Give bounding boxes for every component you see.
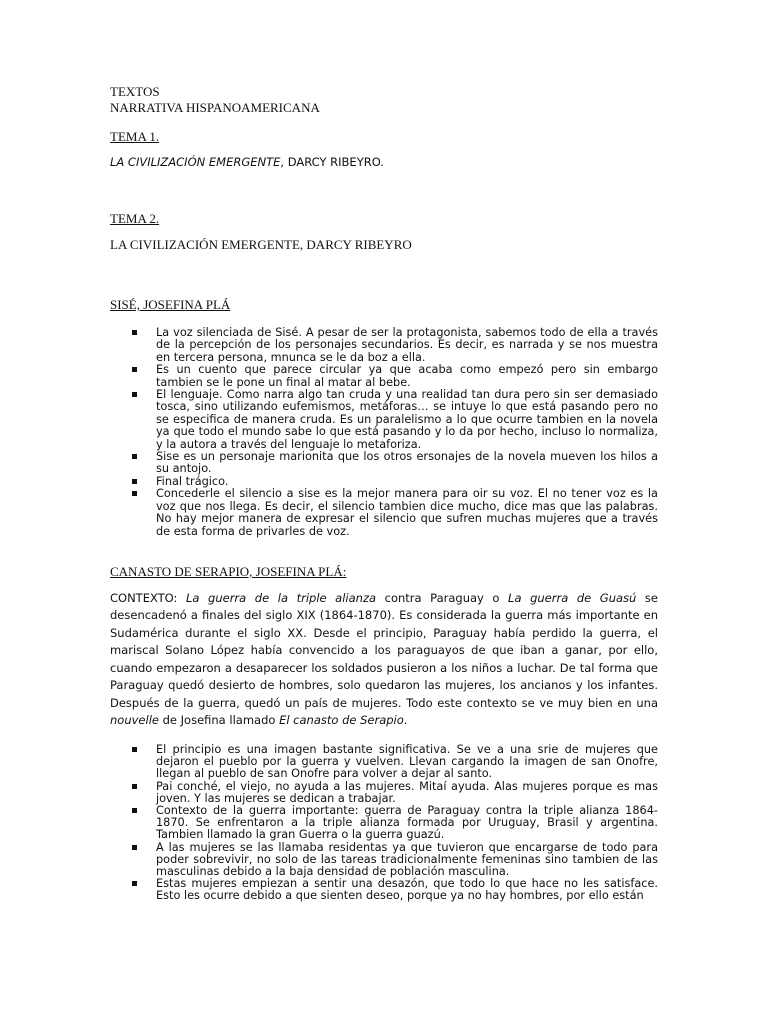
list-item: El lenguaje. Como narra algo tan cruda y una realidad tan dura pero sin ser demasiado tosca, sino utilizando eufemismos, metáforas… se intuye lo que está pasando pero no se especifica de manera cruda. Es un paralelismo a lo que ocurre tambien en la novela ya que todo el mundo sabe lo que está pasando y lo da por hecho, incluso lo normaliza, y la autora a través del lenguaje lo metaforiza. — [110, 389, 658, 451]
document-header — [110, 84, 658, 116]
context-italic-2: La guerra de Guasú — [508, 590, 637, 605]
tema1-subtitle — [110, 155, 658, 169]
header-line-narrativa: NARRATIVA HISPANOAMERICANA — [110, 100, 320, 115]
list-item: Pai conché, el viejo, no ayuda a las mujeres. Mitaí ayuda. Alas mujeres porque es mas joven. Y las mujeres se dedican a trabajar. — [110, 781, 658, 805]
canasto-section-title: CANASTO DE SERAPIO, JOSEFINA PLÁ: — [110, 563, 347, 579]
tema2-title: LA CIVILIZACIÓN EMERGENTE, DARCY RIBEYRO — [110, 237, 412, 252]
list-item: El principio es una imagen bastante significativa. Se ve a una srie de mujeres que dejaron el pueblo por la guerra y vuelven. Llevan cargando la imagen de san Onofre, llegan al pueblo de san Onofre para volver a dejar al santo. — [110, 744, 658, 781]
list-item: Final trágico. — [110, 476, 658, 488]
list-item: Sise es un personaje marionita que los otros ersonajes de la novela mueven los hilos a su antojo. — [110, 451, 658, 476]
list-item: A las mujeres se las llamaba residentas ya que tuvieron que encargarse de todo para poder sobrevivir, no solo de las tareas tradicionalmente femeninas sino tambien de las masculinas debido a la baja densidad de población masculina. — [110, 842, 658, 879]
tema1-heading: TEMA 1. — [110, 129, 160, 144]
context-label: CONTEXTO: — [110, 590, 186, 605]
context-text-2: se desencadenó a finales del siglo XIX (1864-1870). Es considerada la guerra más importante en Sudamérica durante el siglo XX. Desde el principio, Paraguay había perdido la guerra, el mariscal Solano López había convencido a los paraguayos de que iban a ganar, por ello, cuando empezaron a desaparecer los soldados pusieron a los niños a luchar. De tal forma que Paraguay quedó desierto de hombres, solo quedaron las mujeres, los ancianos y los infantes. Después de la guerra, quedó un país de mujeres. Todo este contexto se ve muy bien en una — [110, 590, 658, 710]
sise-bullet-list — [110, 327, 658, 538]
list-item: La voz silenciada de Sisé. A pesar de ser la protagonista, sabemos todo de ella a través de la percepción de los personajes secundarios. Es decir, es narrada y se nos muestra en tercera persona, mnunca se le da boz a ella. — [110, 327, 658, 364]
tema2-heading: TEMA 2. — [110, 211, 160, 226]
context-text-1: contra Paraguay o — [376, 590, 509, 605]
tema1-title-italic: LA CIVILIZACIÓN EMERGENTE — [110, 155, 281, 169]
document-page — [110, 84, 658, 903]
context-italic-3: nouvelle — [110, 713, 159, 728]
list-item: Contexto de la guerra importante: guerra de Paraguay contra la triple alianza 1864-1870. Se enfrentaron a la triple alianza formada por Uruguay, Brasil y argentina. Tambien llamado la gran Guerra o la guerra guazú. — [110, 805, 658, 842]
context-text-3: de Josefina llamado — [158, 713, 280, 728]
header-line-textos: TEXTOS — [110, 84, 160, 99]
context-paragraph — [110, 590, 658, 730]
sise-section-title: SISÉ, JOSEFINA PLÁ — [110, 297, 231, 312]
list-item: Es un cuento que parece circular ya que acaba como empezó pero sin embargo tambien se le pone un final al matar al bebe. — [110, 364, 658, 389]
list-item: Estas mujeres empiezan a sentir una desazón, que todo lo que hace no les satisface. Esto les ocurre debido a que sienten deseo, porque ya no hay hombres, por ello están — [110, 878, 658, 902]
context-text-4: . — [403, 713, 408, 728]
context-italic-4: El canasto de Serapio — [279, 713, 404, 728]
list-item: Concederle el silencio a sise es la mejor manera para oir su voz. El no tener voz es la voz que nos llega. Es decir, el silencio tambien dice mucho, dice mas que las palabras. No hay mejor manera de expresar el silencio que sufren muchas mujeres que a través de esta forma de privarles de voz. — [110, 488, 658, 538]
tema1-title-rest: , DARCY RIBEYRO. — [280, 155, 384, 169]
canasto-bullet-list — [110, 744, 658, 903]
context-italic-1: La guerra de la triple alianza — [186, 590, 377, 605]
